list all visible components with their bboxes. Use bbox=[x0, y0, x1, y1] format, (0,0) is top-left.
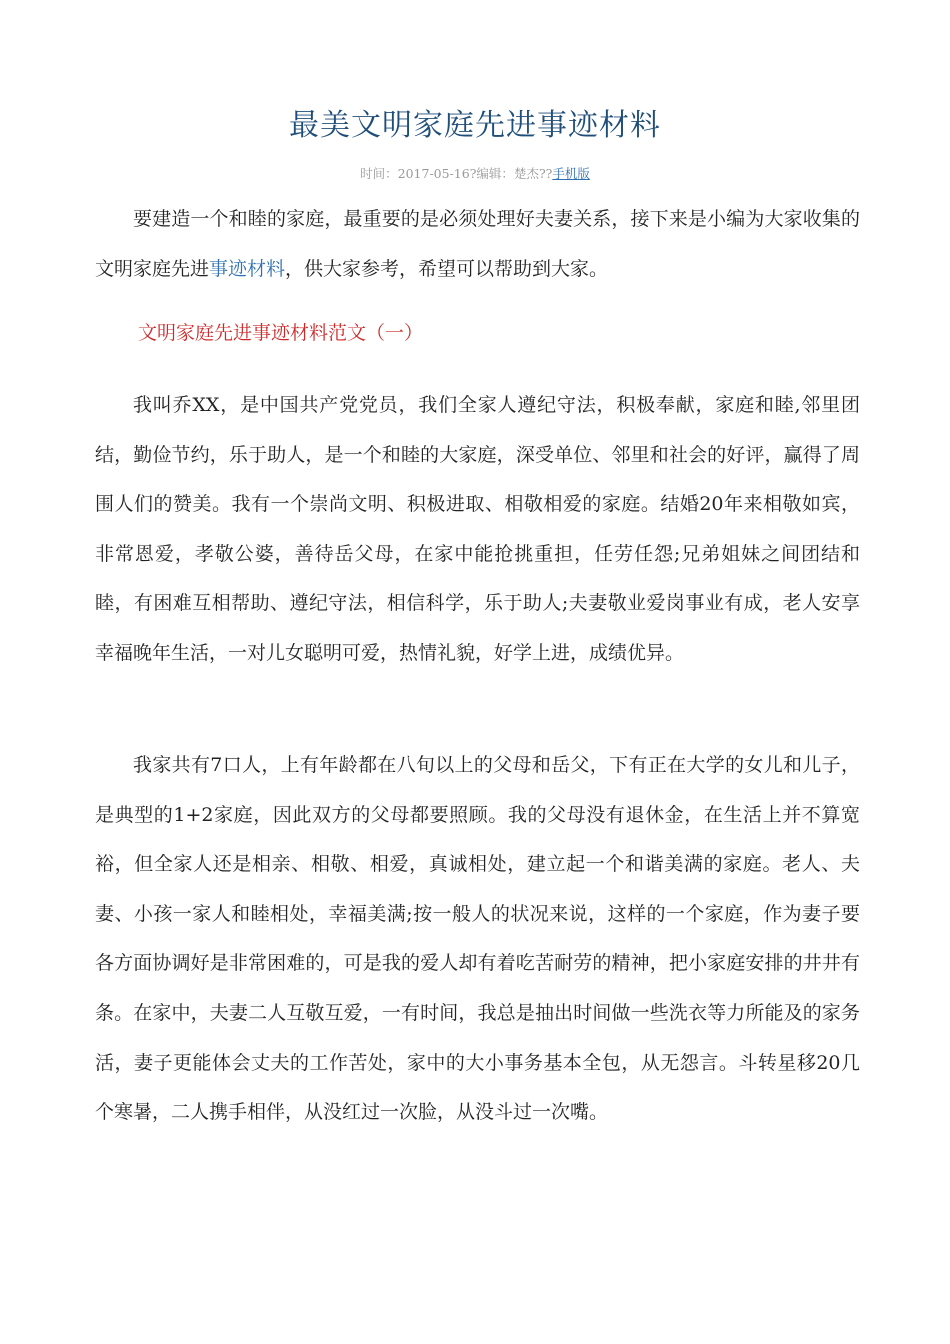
body-paragraph: 我家共有7口人，上有年龄都在八旬以上的父母和岳父，下有正在大学的女儿和儿子，是典型的1+2家庭，因此双方的父母都要照顾。我的父母没有退休金，在生活上并不算宽裕，但全家人还是相亲、相敬、相爱，真诚相处，建立起一个和谐美满的家庭。老人、夫妻、小孩一家人和睦相处，幸福美满;按一般人的状况来说，这样的一个家庭，作为妻子要各方面协调好是非常困难的，可是我的爱人却有着吃苦耐劳的精神，把小家庭安排的井井有条。在家中，夫妻二人互敬互爱，一有时间，我总是抽出时间做一些洗衣等力所能及的家务活，妻子更能体会丈夫的工作苦处，家中的大小事务基本全包，从无怨言。斗转星移20几个寒暑，二人携手相伴，从没红过一次脸，从没斗过一次嘴。 bbox=[95, 754, 860, 1124]
body-paragraph: 我叫乔XX，是中国共产党党员，我们全家人遵纪守法，积极奉献，家庭和睦,邻里团结，勤俭节约，乐于助人，是一个和睦的大家庭，深受单位、邻里和社会的好评，赢得了周围人们的赞美。我有一个崇尚文明、积极进取、相敬相爱的家庭。结婚20年来相敬如宾，非常恩爱，孝敬公婆，善待岳父母，在家中能抢挑重担，任劳任怨;兄弟姐妹之间团结和睦，有困难互相帮助、遵纪守法，相信科学，乐于助人;夫妻敬业爱岗事业有成，老人安享幸福晚年生活，一对儿女聪明可爱，热情礼貌，好学上进，成绩优异。 bbox=[95, 394, 860, 664]
section-heading: 文明家庭先进事迹材料范文（一） bbox=[138, 322, 424, 344]
meta-editor: 楚杰 bbox=[513, 166, 539, 181]
meta-separator: ? bbox=[469, 166, 477, 181]
article-meta bbox=[0, 164, 950, 182]
meta-date: 2017-05-16 bbox=[397, 166, 470, 181]
meta-separator: ?? bbox=[538, 166, 553, 181]
intro-text: ，供大家参考，希望可以帮助到大家。 bbox=[285, 257, 609, 280]
meta-time-label: 时间： bbox=[360, 166, 398, 181]
intro-paragraph bbox=[95, 195, 860, 294]
intro-text: 要建造一个和睦的家庭，最重要的是必须处理好夫妻关系，接下来是小编为大家收集的文明家庭先进 bbox=[95, 208, 860, 280]
article-title: 最美文明家庭先进事迹材料 bbox=[289, 108, 661, 143]
meta-editor-label: 编辑： bbox=[476, 166, 514, 181]
deeds-material-link[interactable]: 事迹材料 bbox=[209, 257, 286, 280]
mobile-version-link[interactable]: 手机版 bbox=[552, 166, 590, 181]
